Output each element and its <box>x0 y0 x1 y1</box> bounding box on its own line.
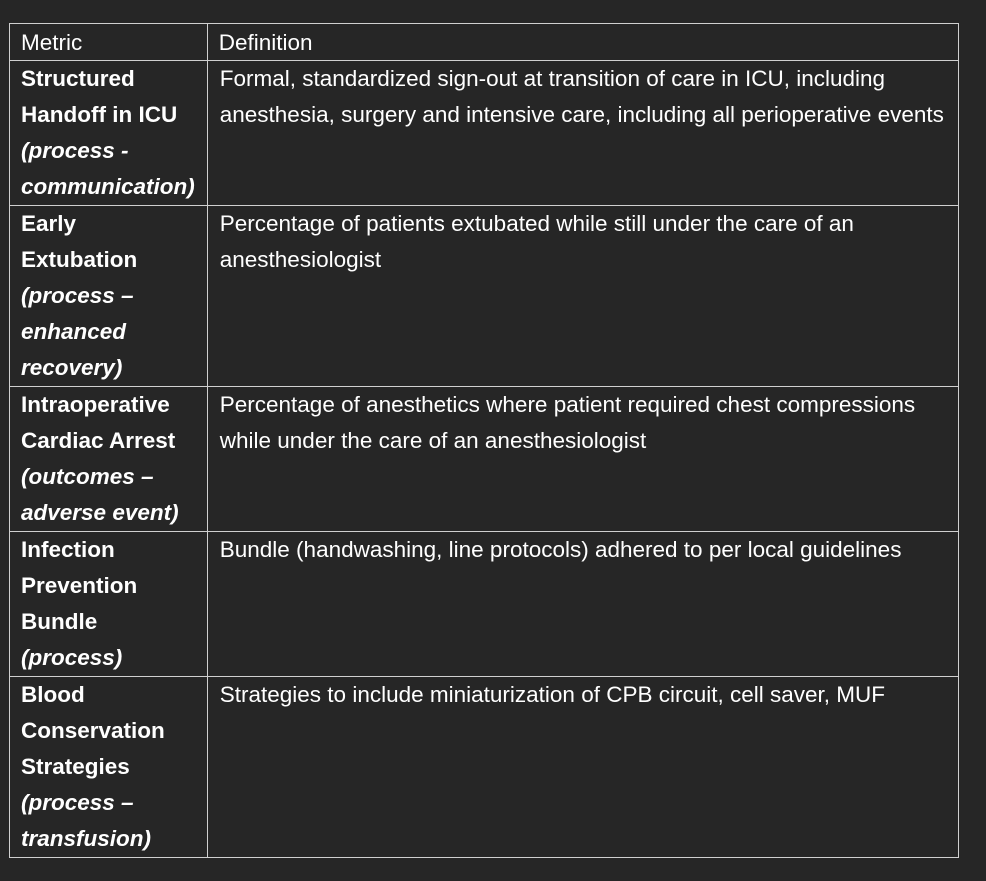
definition-cell: Percentage of patients extubated while still under the care of an anesthesiologist <box>207 206 958 387</box>
metric-category: (process – enhanced recovery) <box>21 283 134 380</box>
header-metric: Metric <box>10 24 208 61</box>
table-row <box>10 677 959 858</box>
metric-name: Intraoperative Cardiac Arrest <box>21 392 176 453</box>
metric-cell <box>10 532 208 677</box>
metric-name: Structured Handoff in ICU <box>21 66 178 127</box>
metric-cell <box>10 61 208 206</box>
definition-cell: Strategies to include miniaturization of CPB circuit, cell saver, MUF <box>207 677 958 858</box>
definition-cell: Percentage of anesthetics where patient required chest compressions while under the care of an anesthesiologist <box>207 387 958 532</box>
table-row <box>10 206 959 387</box>
table-row <box>10 387 959 532</box>
metric-category: (process – transfusion) <box>21 790 152 851</box>
metric-category: (process) <box>21 645 123 670</box>
metric-cell <box>10 387 208 532</box>
table-row <box>10 532 959 677</box>
metric-name: Blood Conservation Strategies <box>21 682 165 779</box>
metric-name: Infection Prevention Bundle <box>21 537 138 634</box>
metric-category: (outcomes – adverse event) <box>21 464 179 525</box>
metric-name: Early Extubation <box>21 211 138 272</box>
metric-category: (process - communication) <box>21 138 195 199</box>
definition-cell: Bundle (handwashing, line protocols) adhered to per local guidelines <box>207 532 958 677</box>
metric-cell <box>10 677 208 858</box>
header-definition: Definition <box>207 24 958 61</box>
metric-cell <box>10 206 208 387</box>
table-row <box>10 61 959 206</box>
definition-cell: Formal, standardized sign-out at transition of care in ICU, including anesthesia, surgery and intensive care, including all perioperative events <box>207 61 958 206</box>
metrics-table <box>9 23 959 858</box>
table-header-row <box>10 24 959 61</box>
